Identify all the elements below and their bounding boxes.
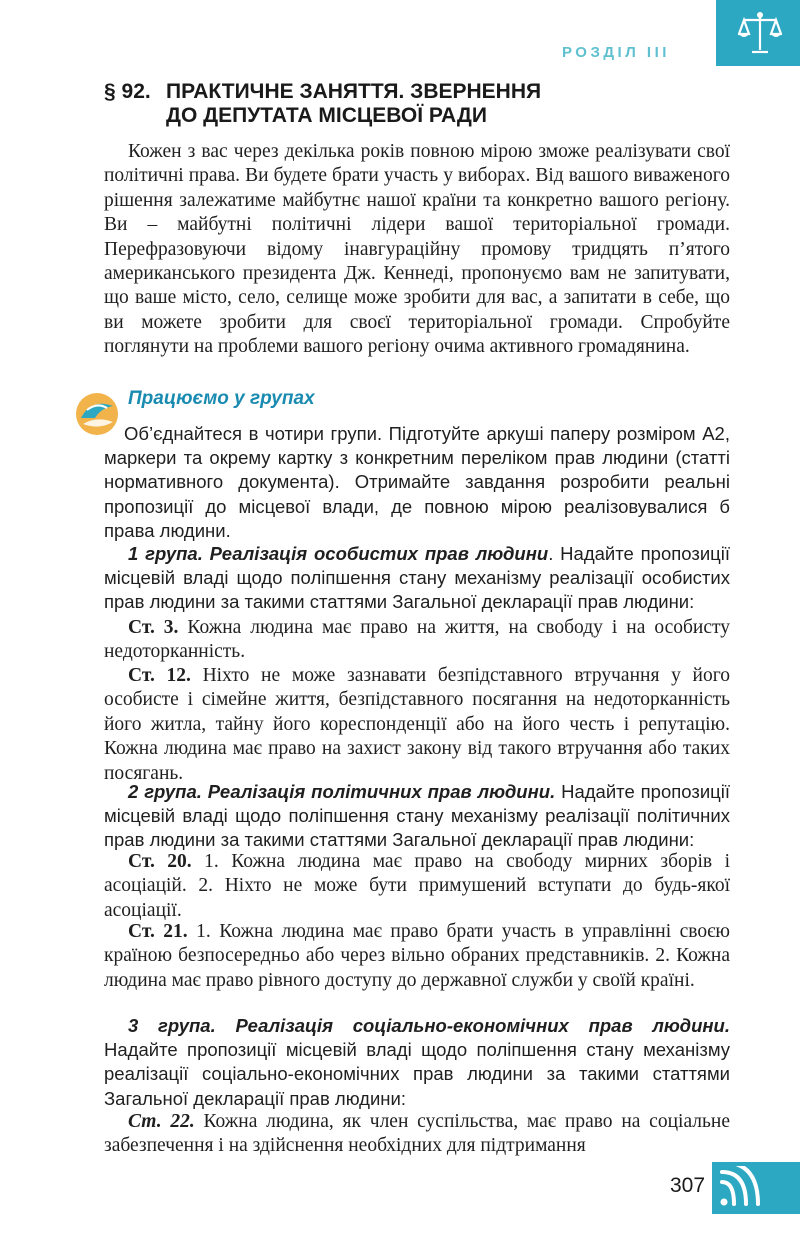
group-1-paragraph: 1 група. Реалізація особистих прав людини. Надайте пропозиції місцевій владі щодо поліпшення стану механізму реалізації особистих прав людини за такими статтями Загальної декларації прав людини: — [104, 543, 730, 613]
article-ref: Ст. 22. — [128, 1111, 195, 1132]
group-2-text: Надайте пропозиції місцевій владі щодо поліпшення стану механізму реалізації політичних прав людини за такими статтями Загальної декларації прав людини: — [104, 781, 730, 851]
article-ref: Ст. 20. — [128, 851, 192, 872]
page-number: 307 — [670, 1174, 706, 1197]
article-ref: Ст. 3. — [128, 617, 179, 638]
title-line-2: ДО ДЕПУТАТА МІСЦЕВОЇ РАДИ — [166, 104, 487, 127]
group-2-label: 2 група. Реалізація політичних прав людини. — [128, 781, 556, 802]
group-3-paragraph — [104, 1014, 730, 1111]
group-3-label: 3 група. Реалізація соціально-економічних прав людини. — [128, 1015, 730, 1036]
signal-waves-icon — [716, 1166, 776, 1210]
title-line-1: ПРАКТИЧНЕ ЗАНЯТТЯ. ЗВЕРНЕННЯ — [166, 80, 542, 103]
intro-paragraph: Кожен з вас через декілька років повною мірою зможе реалізувати свої політичні права. Ви будете брати участь у виборах. Від вашого виваженого рішення залежатиме майбутнє нашої країни та конкретно вашого регіону. Ви – майбутні політичні лідери вашої територіальної громади. Перефразовуючи відому інавгураційну промову тридцять п’ятого американського президента Дж. Кеннеді, пропонуємо вам не запитувати, що ваше місто, село, селище може зробити для вас, а запитати в себе, що ви можете зробити для своєї територіальної громади. Спробуйте поглянути на проблеми вашого регіону очима активного громадянина. — [104, 141, 730, 358]
article-ref: Ст. 21. — [128, 921, 188, 942]
group-3-text: Надайте пропозиції місцевій владі щодо поліпшення стану механізму реалізації соціально-економічних прав людини за такими статтями Загальної декларації прав людини: — [104, 1039, 730, 1109]
group-1-label: 1 група. Реалізація особистих прав людини — [128, 543, 549, 564]
article-12: Ст. 12. Ніхто не може зазнавати безпідставного втручання у його особисте і сімейне життя, безпідставного посягання на недоторканність його житла, тайну його кореспонденції або на його честь і репутацію. Кожна людина має право на захист закону від такого втручання або таких посягань. — [104, 665, 730, 784]
article-21: Ст. 21. 1. Кожна людина має право брати участь в управлінні своєю країною безпосередньо або через вільно обраних представників. 2. Кожна людина має право рівного доступу до державної служби у своїй країні. — [104, 921, 731, 991]
article-20: Ст. 20. 1. Кожна людина має право на свободу мирних зборів і асоціацій. 2. Ніхто не може бути примушений вступати до будь-якої асоціації. — [104, 851, 731, 921]
task-title: Працюємо у групах — [128, 388, 315, 409]
task-text: Об’єднайтеся в чотири групи. Підготуйте аркуші паперу розміром А2, маркери та окрему картку з конкретним переліком прав людини (статті нормативного документа). Отримайте завдання розробити реальні пропозиції до місцевої влади, де повною мірою реалізовувалися б права людини. — [104, 423, 730, 541]
group-2-paragraph — [104, 780, 730, 853]
section-label: РОЗДІЛ III — [562, 44, 670, 61]
section-tab — [716, 0, 800, 66]
article-22: Ст. 22. Кожна людина, як член суспільства, має право на соціальне забезпечення і на здійснення необхідних для підтримання — [104, 1111, 730, 1157]
scales-icon — [738, 10, 782, 56]
article-ref: Ст. 12. — [128, 665, 191, 686]
page-corner-tab — [712, 1162, 800, 1214]
article-3: Ст. 3. Кожна людина має право на життя, на свободу і на особисту недоторканність. — [104, 617, 731, 663]
group-1-text: Надайте пропозиції місцевій владі щодо поліпшення стану механізму реалізації особистих прав людини за такими статтями Загальної декларації прав людини: — [104, 543, 730, 613]
paragraph-number: § 92. — [104, 80, 151, 103]
